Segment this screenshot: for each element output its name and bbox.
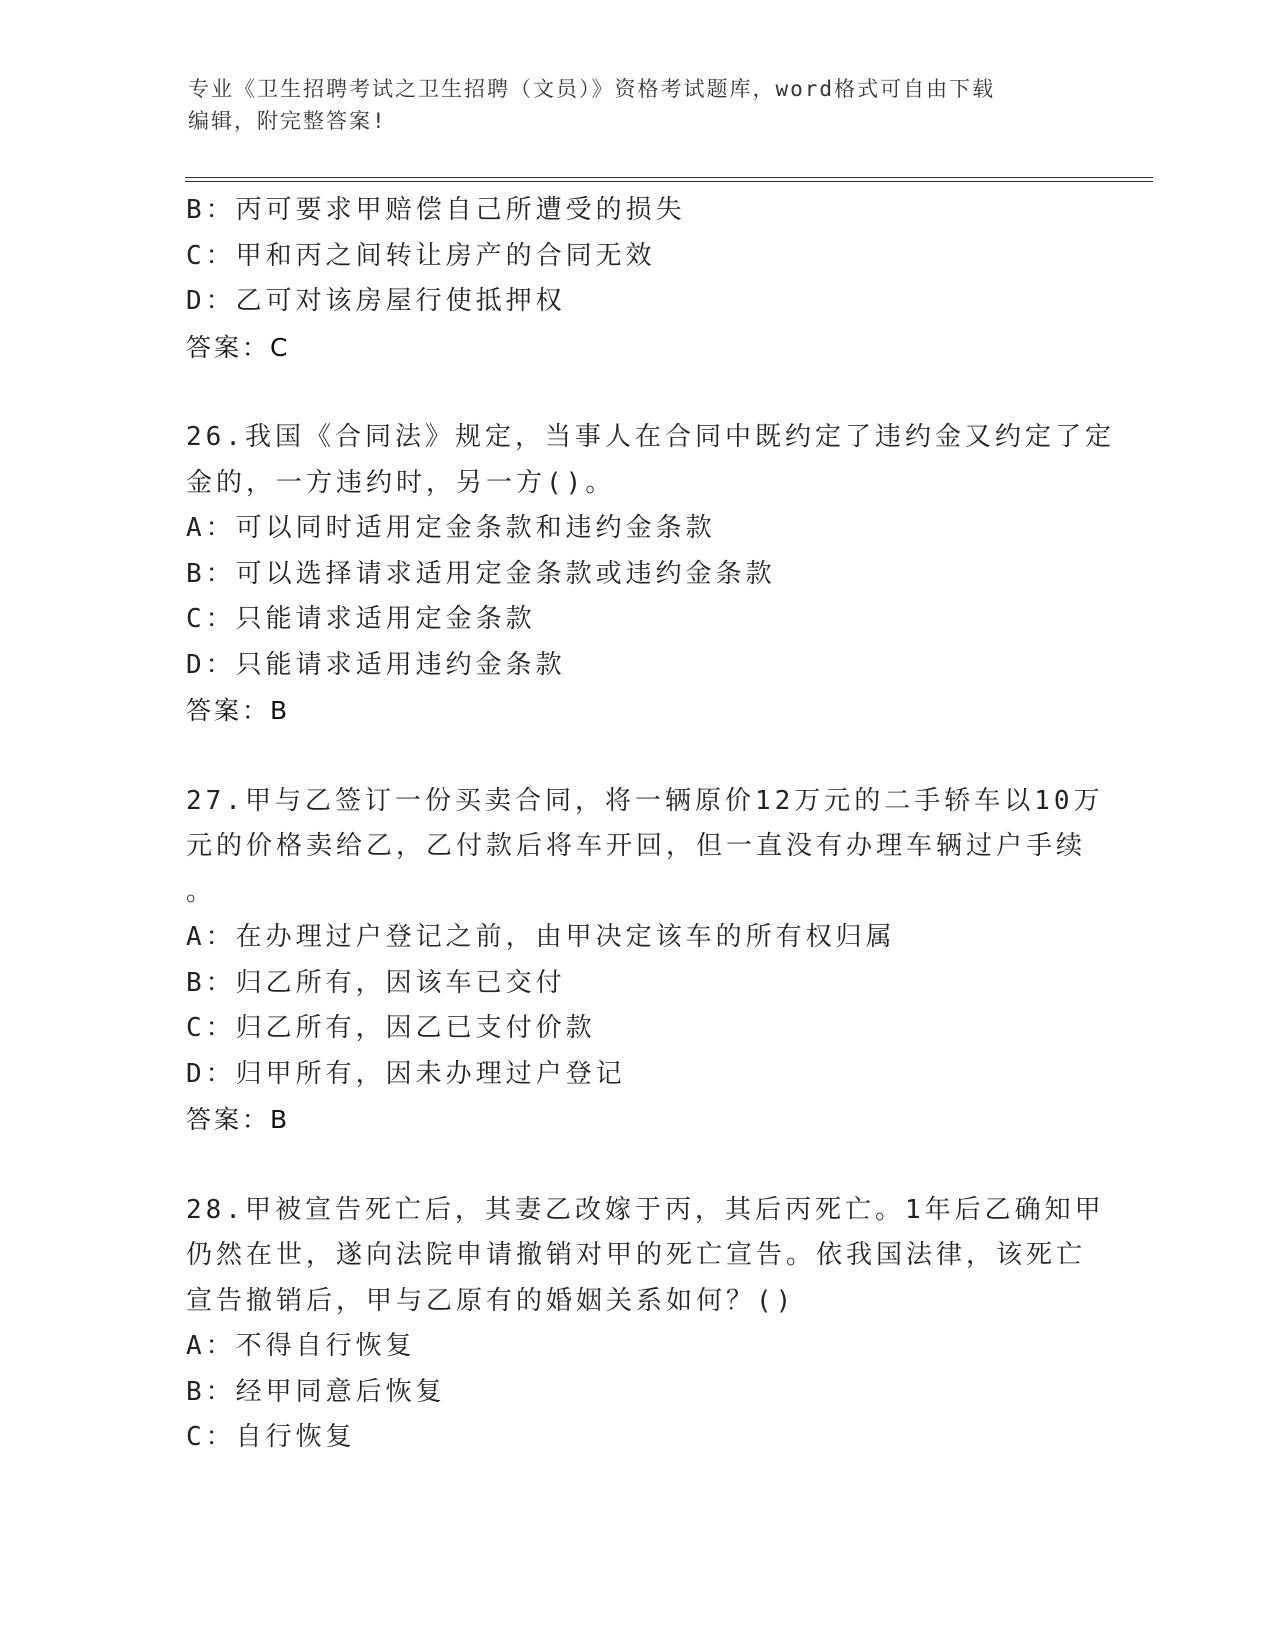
question-stem: 28.甲被宣告死亡后，其妻乙改嫁于丙，其后丙死亡。1年后乙确知甲 [186, 1194, 1105, 1225]
option-a: A：不得自行恢复 [186, 1331, 416, 1361]
option-c: C：自行恢复 [186, 1422, 356, 1452]
answer-line: 答案：B [186, 696, 291, 725]
question-stem: 金的，一方违约时，另一方()。 [186, 467, 616, 498]
option-b: B：归乙所有，因该车已交付 [186, 967, 566, 998]
option-b: B：丙可要求甲赔偿自己所遭受的损失 [186, 195, 686, 225]
option-c: C：归乙所有，因乙已支付价款 [186, 1013, 596, 1043]
question-stem: 。 [186, 876, 217, 907]
option-a: A：可以同时适用定金条款和违约金条款 [186, 513, 716, 543]
answer-line: 答案：B [186, 1105, 291, 1134]
question-26 [186, 415, 1115, 734]
question-stem: 元的价格卖给乙，乙付款后将车开回，但一直没有办理车辆过户手续 [186, 831, 1087, 861]
header-divider-top [185, 177, 1153, 178]
option-d: D：只能请求适用违约金条款 [186, 649, 566, 680]
option-d: D：归甲所有，因未办理过户登记 [186, 1058, 626, 1089]
question-25-continued [186, 188, 1086, 370]
header-line-2: 编辑，附完整答案! [188, 109, 387, 133]
question-stem: 仍然在世，遂向法院申请撤销对甲的死亡宣告。依我国法律，该死亡 [186, 1240, 1087, 1270]
option-d: D：乙可对该房屋行使抵押权 [186, 286, 566, 316]
answer-line: 答案：C [186, 332, 291, 362]
question-stem: 27.甲与乙签订一份买卖合同，将一辆原价12万元的二手轿车以10万 [186, 785, 1104, 816]
option-c: C：只能请求适用定金条款 [186, 604, 536, 634]
question-list [186, 188, 1115, 1461]
question-27 [186, 779, 1104, 1143]
header-divider-bottom [185, 181, 1153, 182]
question-stem: 26.我国《合同法》规定，当事人在合同中既约定了违约金又约定了定 [186, 422, 1115, 452]
question-stem: 宣告撤销后，甲与乙原有的婚姻关系如何？() [186, 1285, 796, 1316]
option-a: A：在办理过户登记之前，由甲决定该车的所有权归属 [186, 922, 896, 952]
header-line-1: 专业《卫生招聘考试之卫生招聘（文员）》资格考试题库，word格式可自由下载 [188, 77, 996, 101]
option-b: B：经甲同意后恢复 [186, 1376, 446, 1407]
option-b: B：可以选择请求适用定金条款或违约金条款 [186, 558, 776, 589]
option-c: C：甲和丙之间转让房产的合同无效 [186, 240, 656, 271]
question-28 [186, 1188, 1105, 1461]
document-header [188, 73, 1088, 137]
